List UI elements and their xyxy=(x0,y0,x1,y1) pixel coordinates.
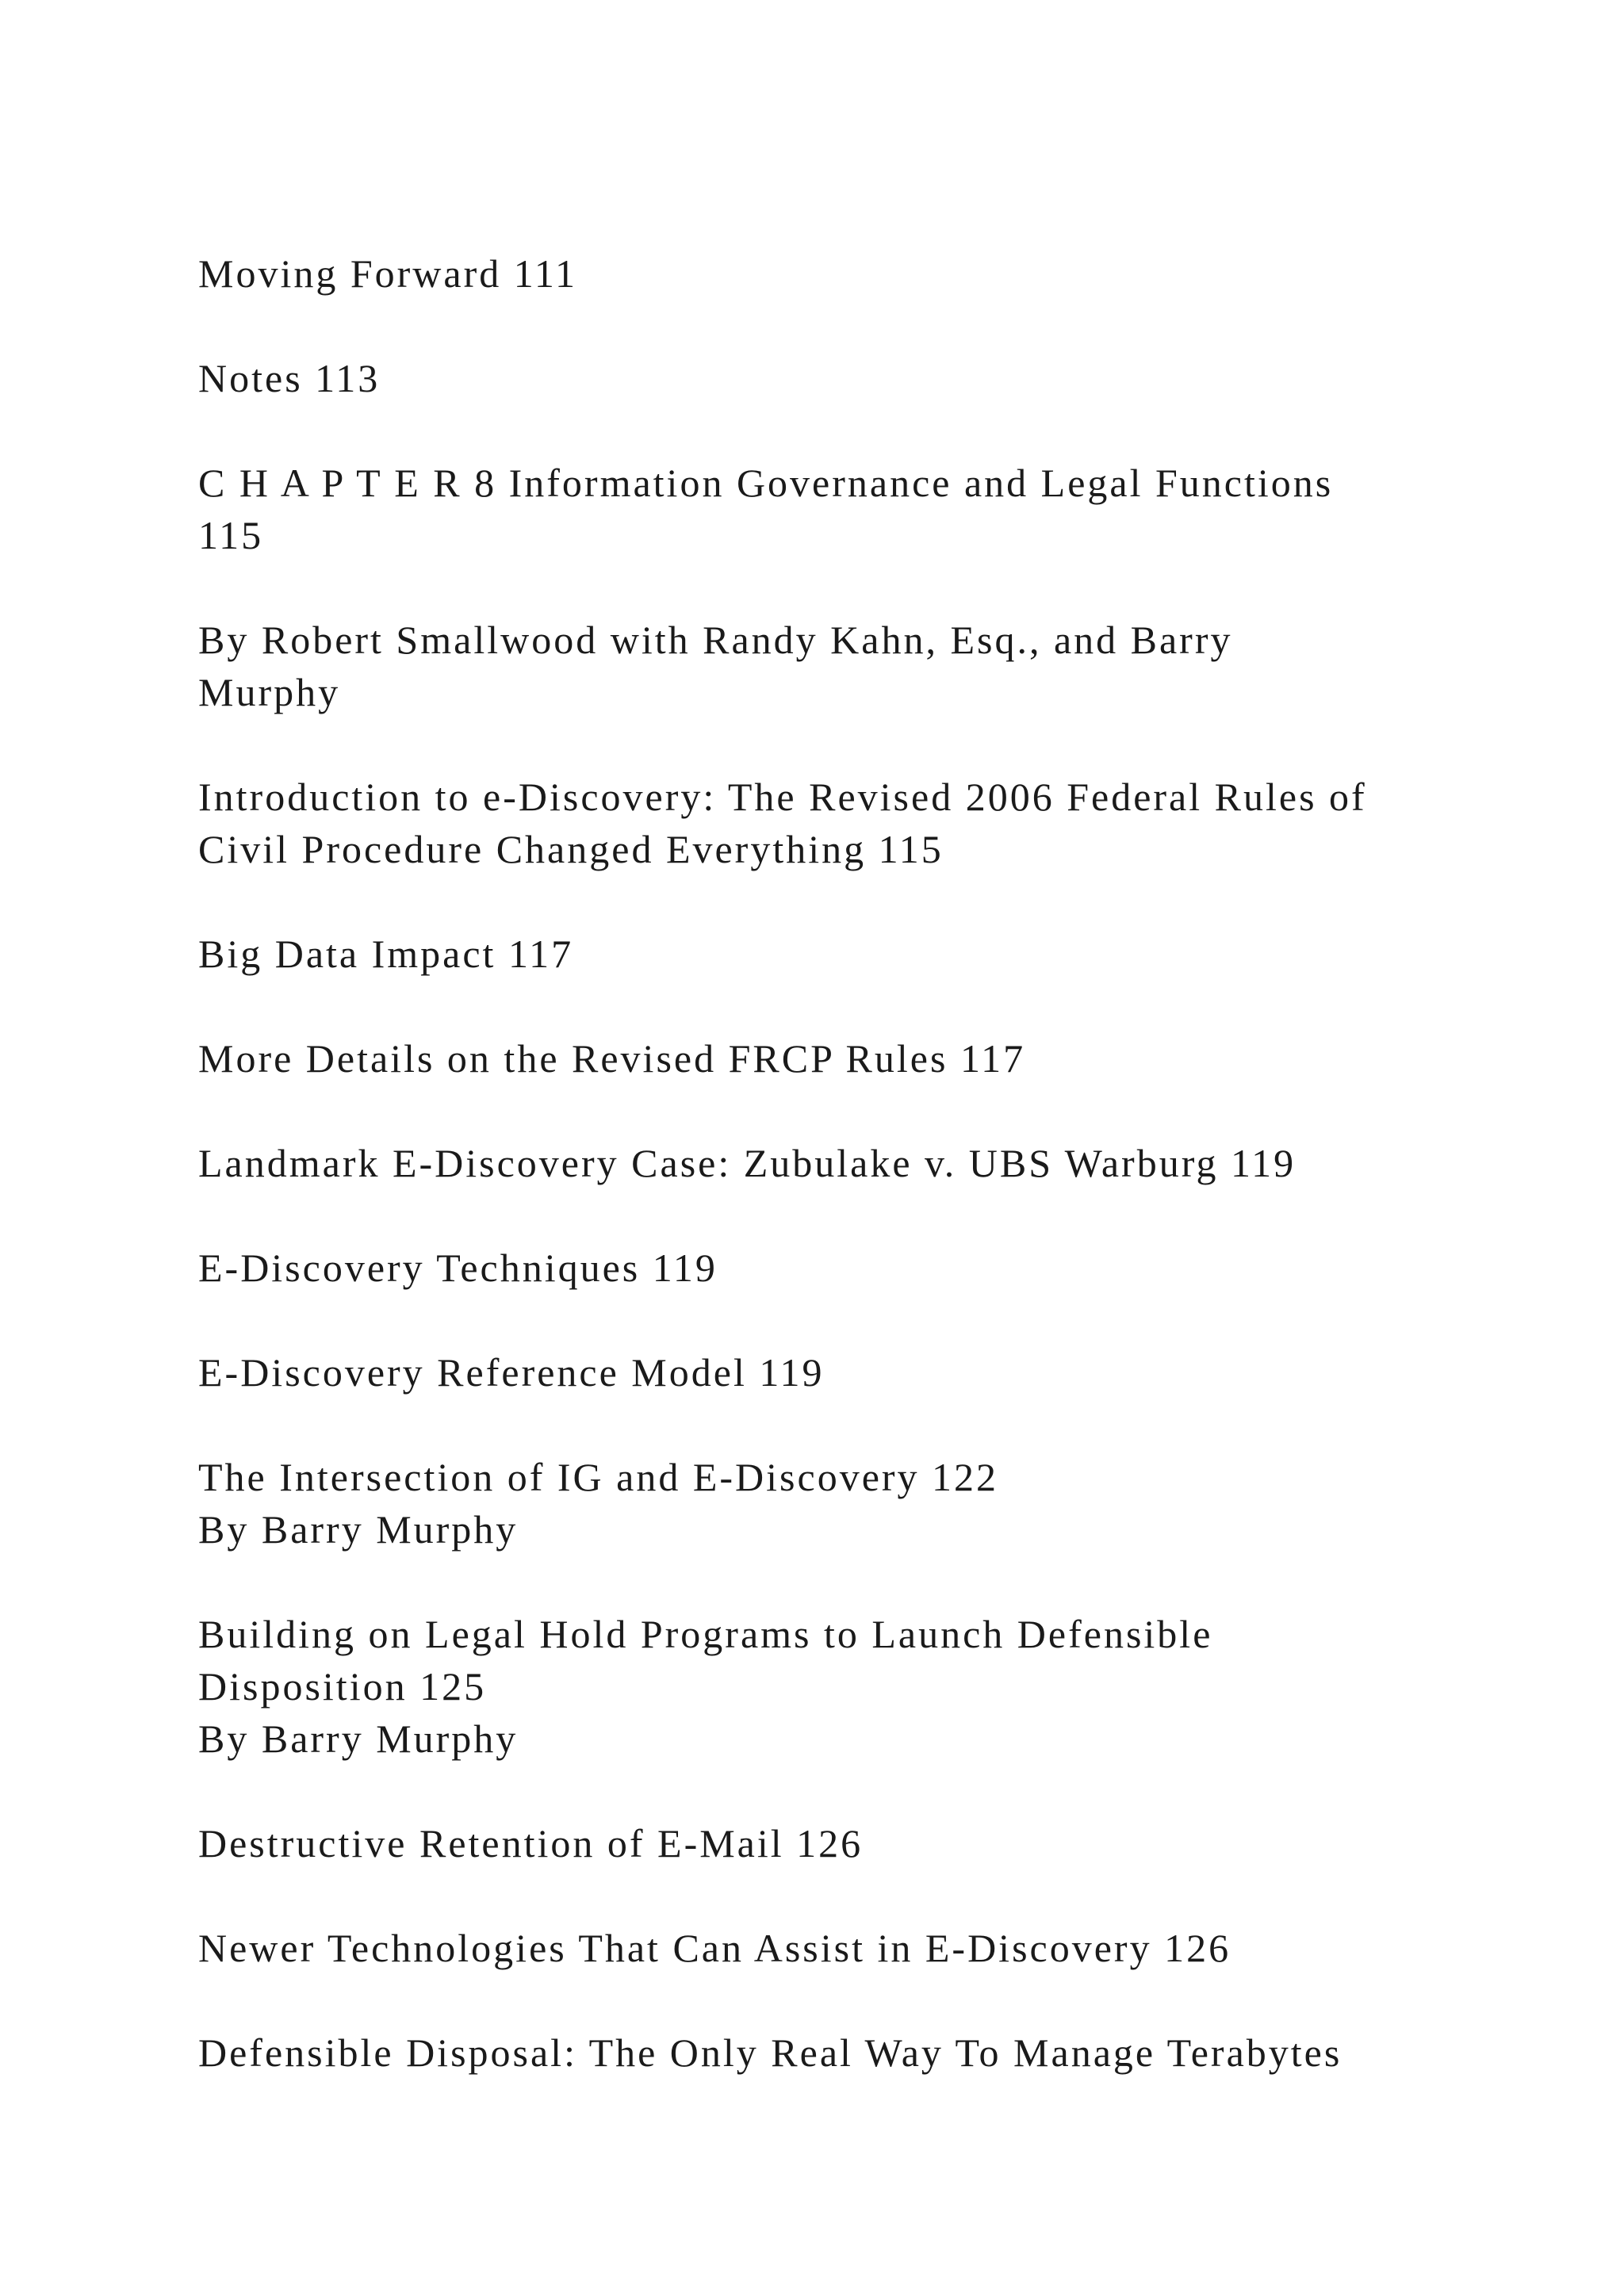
toc-entry-line: 115 xyxy=(198,513,264,557)
toc-entry-line: E-Discovery Techniques 119 xyxy=(198,1246,718,1290)
toc-entry-line: Notes 113 xyxy=(198,356,381,400)
toc-entry-line: The Intersection of IG and E-Discovery 122 xyxy=(198,1455,999,1499)
toc-entry-reference-model xyxy=(198,1346,1451,1399)
toc-entry-line: Building on Legal Hold Programs to Launch Defensible xyxy=(198,1612,1213,1656)
toc-entry-line: Moving Forward 111 xyxy=(198,251,578,296)
toc-entry-line: Introduction to e-Discovery: The Revised 2006 Federal Rules of xyxy=(198,775,1367,819)
toc-entry-introduction-ediscovery xyxy=(198,771,1451,875)
toc-entry-ig-intersection xyxy=(198,1451,1451,1556)
toc-entry-line: Disposition 125 xyxy=(198,1664,487,1709)
toc-entry-line: Newer Technologies That Can Assist in E-Discovery 126 xyxy=(198,1926,1231,1970)
toc-entry-line: Murphy xyxy=(198,670,341,714)
toc-entry-line: By Barry Murphy xyxy=(198,1507,519,1552)
toc-entry-zubulake xyxy=(198,1137,1451,1189)
toc-entry-frcp-rules xyxy=(198,1032,1451,1085)
toc-entry-notes xyxy=(198,352,1451,404)
toc-entry-line: More Details on the Revised FRCP Rules 117 xyxy=(198,1036,1026,1081)
toc-entry-line: C H A P T E R 8 Information Governance and Legal Functions xyxy=(198,461,1334,505)
toc-entry-line: Landmark E-Discovery Case: Zubulake v. UBS Warburg 119 xyxy=(198,1141,1297,1185)
toc-entry-chapter-8 xyxy=(198,457,1451,561)
toc-entry-authors xyxy=(198,614,1451,718)
toc-entry-line: Destructive Retention of E-Mail 126 xyxy=(198,1821,864,1866)
toc-entry-newer-technologies xyxy=(198,1922,1451,1974)
toc-entry-defensible-disposal xyxy=(198,2026,1451,2079)
toc-entry-moving-forward xyxy=(198,247,1451,300)
toc-entry-line: Civil Procedure Changed Everything 115 xyxy=(198,827,944,871)
toc-entry-big-data-impact xyxy=(198,928,1451,980)
toc-entry-line: Defensible Disposal: The Only Real Way To Manage Terabytes xyxy=(198,2030,1342,2075)
toc-entry-line: E-Discovery Reference Model 119 xyxy=(198,1350,825,1395)
toc-entry-line: Big Data Impact 117 xyxy=(198,932,574,976)
toc-entry-line: By Barry Murphy xyxy=(198,1716,519,1761)
table-of-contents xyxy=(198,247,1451,2131)
toc-entry-legal-hold xyxy=(198,1608,1451,1765)
toc-entry-ediscovery-techniques xyxy=(198,1242,1451,1294)
toc-entry-line: By Robert Smallwood with Randy Kahn, Esq., and Barry xyxy=(198,618,1233,662)
toc-entry-destructive-retention xyxy=(198,1817,1451,1869)
